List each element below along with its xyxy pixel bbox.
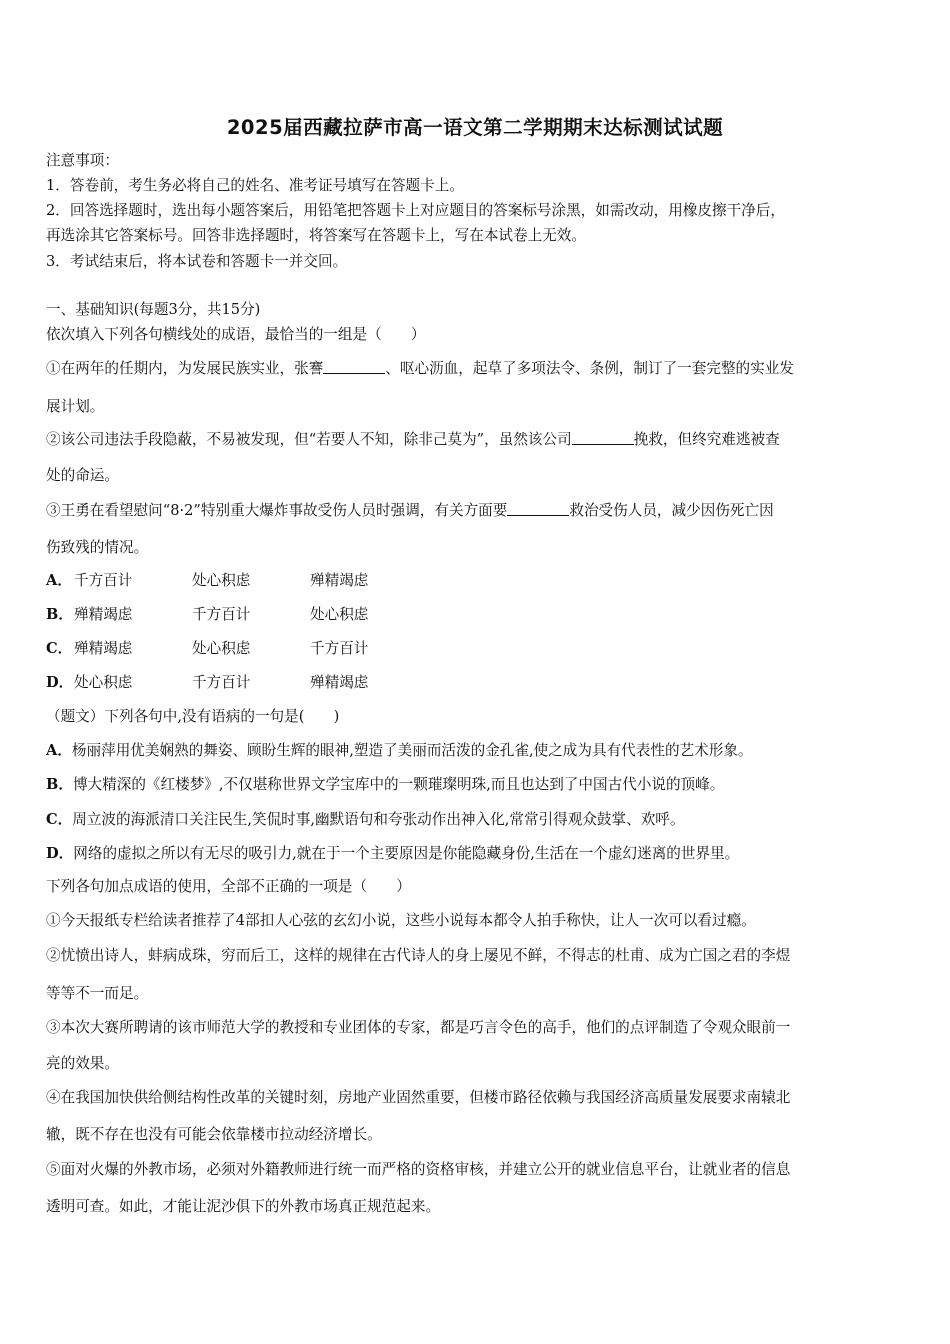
answer-blank — [507, 501, 569, 516]
q1-s3-part-a: ③王勇在看望慰问“8·2”特别重大爆炸事故受伤人员时强调，有关方面要 — [46, 502, 508, 519]
q3-sentence-4-cont: 辙，既不存在也没有可能会依靠楼市拉动经济增长。 — [46, 1126, 382, 1143]
notice-heading: 注意事项： — [46, 152, 119, 169]
q1-s1-part-a: ①在两年的任期内，为发展民族实业，张謇 — [46, 360, 324, 377]
q1-sentence-1 — [46, 359, 906, 379]
q1-s1-part-b: 、呕心沥血，起草了多项法令、条例，制订了一套完整的实业发 — [385, 360, 794, 377]
q1-option-a[interactable] — [46, 571, 368, 591]
q1-sentence-3 — [46, 501, 906, 521]
q3-sentence-3-cont: 亮的效果。 — [46, 1055, 119, 1072]
q1-s2-part-a: ②该公司违法手段隐蔽，不易被发现，但“若要人不知，除非己莫为”，虽然该公司 — [46, 431, 572, 448]
q3-sentence-4: ④在我国加快供给侧结构性改革的关键时刻，房地产业固然重要，但楼市路径依赖与我国经济高质量发展要求南辕北 — [46, 1089, 791, 1106]
q3-sentence-2-cont: 等等不一而足。 — [46, 985, 149, 1002]
option-idiom-2: 千方百计 — [192, 606, 251, 623]
notice-item-2-cont: 再选涂其它答案标号。回答非选择题时，将答案写在答题卡上，写在本试卷上无效。 — [46, 227, 586, 244]
q1-stem: 依次填入下列各句横线处的成语，最恰当的一组是（ ） — [46, 326, 426, 343]
q3-sentence-1: ①今天报纸专栏给读者推荐了4部扣人心弦的玄幻小说，这些小说每本都令人拍手称快，让人一次可以看过瘾。 — [46, 912, 756, 929]
q2-option-b[interactable] — [46, 775, 906, 795]
q1-s2-part-b: 挽救，但终究难逃被查 — [633, 431, 780, 448]
q3-stem: 下列各句加点成语的使用，全部不正确的一项是（ ） — [46, 878, 411, 895]
section-heading: 一、基础知识(每题3分，共15分) — [46, 301, 261, 318]
q1-s1-cont: 展计划。 — [46, 398, 105, 415]
option-idiom-1: 殚精竭虑 — [74, 606, 133, 623]
answer-blank — [323, 359, 385, 374]
option-idiom-1: 千方百计 — [74, 572, 133, 589]
option-idiom-2: 处心积虑 — [192, 572, 251, 589]
q3-sentence-5-cont: 透明可查。如此，才能让泥沙俱下的外教市场真正规范起来。 — [46, 1198, 441, 1215]
q2-option-d[interactable] — [46, 844, 906, 864]
option-label: B． — [46, 776, 73, 793]
option-text: 网络的虚拟之所以有无尽的吸引力,就在于一个主要原因是你能隐藏身份,生活在一个虚幻迷离的世界里。 — [73, 845, 740, 862]
option-idiom-2: 处心积虑 — [192, 640, 251, 657]
option-idiom-3: 千方百计 — [310, 640, 369, 657]
q1-option-b[interactable] — [46, 605, 368, 625]
option-label: C． — [46, 811, 73, 828]
option-label: D． — [46, 845, 74, 862]
q1-s3-part-b: 救治受伤人员，减少因伤死亡因 — [569, 502, 774, 519]
option-label: B． — [46, 606, 73, 623]
q1-s3-cont: 伤致残的情况。 — [46, 539, 149, 556]
q1-sentence-2 — [46, 430, 906, 450]
q1-option-c[interactable] — [46, 639, 368, 659]
option-idiom-1: 处心积虑 — [74, 674, 133, 691]
option-idiom-3: 殚精竭虑 — [310, 572, 369, 589]
q3-sentence-5: ⑤面对火爆的外教市场，必须对外籍教师进行统一而严格的资格审核，并建立公开的就业信息平台，让就业者的信息 — [46, 1161, 791, 1178]
option-text: 杨丽萍用优美娴熟的舞姿、顾盼生辉的眼神,塑造了美丽而活泼的金孔雀,使之成为具有代表性的艺术形象。 — [71, 742, 753, 759]
option-label: A． — [46, 572, 72, 589]
q3-sentence-2: ②忧愤出诗人，蚌病成珠，穷而后工，这样的规律在古代诗人的身上屡见不鲜，不得志的杜甫、成为亡国之君的李煜 — [46, 947, 791, 964]
q1-option-d[interactable] — [46, 673, 368, 693]
q2-option-c[interactable] — [46, 810, 906, 830]
option-idiom-3: 殚精竭虑 — [310, 674, 369, 691]
option-idiom-3: 处心积虑 — [310, 606, 369, 623]
q3-sentence-3: ③本次大赛所聘请的该市师范大学的教授和专业团体的专家，都是巧言令色的高手，他们的点评制造了令观众眼前一 — [46, 1019, 791, 1036]
option-label: D． — [46, 674, 74, 691]
q2-option-a[interactable] — [46, 741, 906, 761]
option-label: C． — [46, 640, 73, 657]
q2-stem: （题文）下列各句中,没有语病的一句是( ) — [46, 708, 340, 725]
answer-blank — [572, 430, 634, 445]
notice-item-1: 1．答卷前，考生务必将自己的姓名、准考证号填写在答题卡上。 — [46, 177, 464, 194]
option-idiom-1: 殚精竭虑 — [74, 640, 133, 657]
notice-item-3: 3．考试结束后，将本试卷和答题卡一并交回。 — [46, 253, 348, 270]
notice-item-2: 2．回答选择题时，选出每小题答案后，用铅笔把答题卡上对应题目的答案标号涂黑，如需改动，用橡皮擦干净后， — [46, 202, 785, 219]
page-title: 2025届西藏拉萨市高一语文第二学期期末达标测试试题 — [226, 116, 724, 139]
option-idiom-2: 千方百计 — [192, 674, 251, 691]
option-label: A． — [46, 742, 72, 759]
option-text: 博大精深的《红楼梦》,不仅堪称世界文学宝库中的一颗璀璨明珠,而且也达到了中国古代小说的顶峰。 — [72, 776, 725, 793]
option-text: 周立波的海派清口关注民生,笑侃时事,幽默语句和夸张动作出神入化,常常引得观众鼓掌、欢呼。 — [72, 811, 685, 828]
q1-s2-cont: 处的命运。 — [46, 467, 119, 484]
